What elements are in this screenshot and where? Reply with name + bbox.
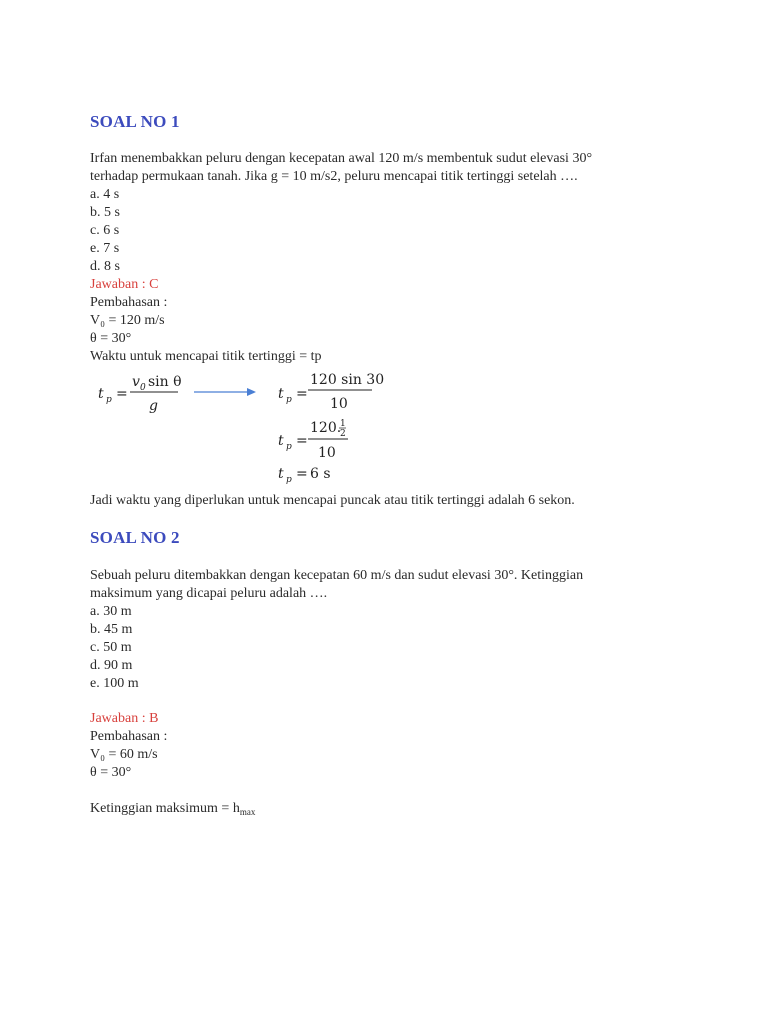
max-height-subscript: max [239,807,256,817]
question-1-line-2: terhadap permukaan tanah. Jika g = 10 m/s2, peluru mencapai titik tertinggi setelah …. [90,169,578,184]
question-1-line-1: Irfan menembakkan peluru dengan kecepatan awal 120 m/s membentuk sudut elevasi 30° [90,151,593,166]
max-height-text: Ketinggian maksimum = h [90,801,240,816]
step2-lhs-t: t [278,433,284,449]
formula-numerator-rest: sin θ [148,374,182,390]
step3-lhs-sub: p [286,475,292,485]
question-1-option: b. 5 s [90,205,120,220]
question-1-given-v0: V₀ = 120 m/s [90,313,165,328]
step2-numerator: 120. [310,420,342,436]
formula-eq: = [116,386,128,402]
step2-half-den: 2 [340,429,346,439]
step1-numerator: 120 sin 30 [310,372,385,388]
question-1-conclusion: Jadi waktu yang diperlukan untuk mencapai puncak atau titik tertinggi adalah 6 sekon. [90,493,575,508]
step1-denominator: 10 [330,396,348,412]
question-1-given-theta: θ = 30° [90,331,132,346]
section-heading-soal-1: SOAL NO 1 [90,112,180,131]
formula-svg [90,368,410,488]
formula-numerator-v: v [132,374,140,390]
step1-lhs-t: t [278,386,284,402]
question-2-option: a. 30 m [90,604,132,619]
question-2-line-2: maksimum yang dicapai peluru adalah …. [90,586,328,601]
question-2-given-v0: V₀ = 60 m/s [90,747,158,762]
formula-numerator-v-sub: 0 [140,383,146,393]
question-2-line-1: Sebuah peluru ditembakkan dengan kecepatan 60 m/s dan sudut elevasi 30°. Ketinggian [90,568,584,583]
question-2-option: e. 100 m [90,676,139,691]
question-1-option: c. 6 s [90,223,120,238]
arrow-right-icon [247,388,256,396]
question-2-given-theta: θ = 30° [90,765,132,780]
time-to-peak-formula [90,368,410,488]
step2-half-num: 1 [340,419,346,429]
question-2-option: c. 50 m [90,640,132,655]
question-1-discussion-label: Pembahasan : [90,295,168,310]
question-2-answer: Jawaban : B [90,711,159,726]
question-1-answer: Jawaban : C [90,277,159,292]
question-2-discussion-label: Pembahasan : [90,729,168,744]
question-2-max-height-label [90,800,255,821]
question-1-option: e. 7 s [90,241,120,256]
step3-result: 6 s [310,466,331,482]
step2-denominator: 10 [318,445,336,461]
question-2-option: d. 90 m [90,658,133,673]
step2-eq: = [296,433,308,449]
step1-lhs-sub: p [286,395,292,405]
formula-lhs-sub: p [106,395,112,405]
formula-lhs-t: t [98,386,104,402]
step3-lhs-t: t [278,466,284,482]
section-heading-soal-2: SOAL NO 2 [90,528,180,547]
formula-denominator: g [149,398,158,414]
question-1-option: a. 4 s [90,187,120,202]
question-2-option: b. 45 m [90,622,133,637]
question-1-time-label: Waktu untuk mencapai titik tertinggi = tp [90,349,322,364]
question-1-option: d. 8 s [90,259,120,274]
step2-lhs-sub: p [286,442,292,452]
step3-eq: = [296,466,308,482]
step1-eq: = [296,386,308,402]
